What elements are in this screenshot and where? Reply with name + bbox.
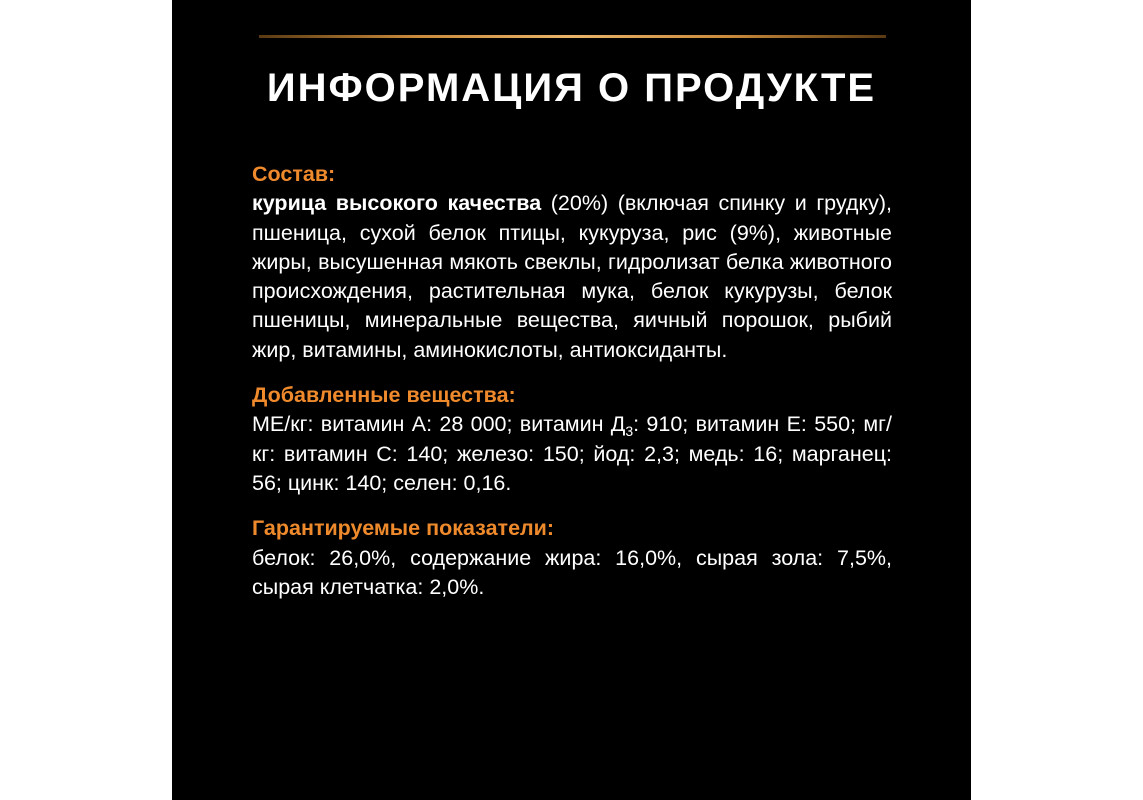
product-info-panel bbox=[172, 0, 971, 800]
additives-heading: Добавленные вещества: bbox=[252, 383, 516, 408]
additives-text bbox=[252, 410, 892, 498]
guaranteed-section bbox=[252, 514, 892, 602]
composition-body: (20%) (включая спинку и грудку), пшеница, сухой белок птицы, кукуруза, рис (9%), животные жиры, высушенная мякоть свеклы, гидролизат белка животного происхождения, растительная мука, белок кукурузы, белок пшеницы, минеральные вещества, яичный порошок, рыбий жир, витамины, аминокислоты, антиоксиданты. bbox=[252, 191, 892, 362]
additives-body-start: МЕ/кг: витамин А: 28 000; витамин Д bbox=[252, 412, 626, 437]
composition-section bbox=[252, 160, 892, 365]
additives-body-end: : 910; витамин Е: 550; мг/кг: витамин С: 140; железо: 150; йод: 2,3; медь: 16; марганец: 56; цинк: 140; селен: 0,16. bbox=[252, 412, 892, 495]
composition-heading: Состав: bbox=[252, 162, 336, 186]
composition-bold-lead: курица высокого качества bbox=[252, 191, 542, 216]
guaranteed-heading: Гарантируемые показатели: bbox=[252, 516, 555, 541]
guaranteed-text: белок: 26,0%, содержание жира: 16,0%, сырая зола: 7,5%, сырая клетчатка: 2,0%. bbox=[252, 545, 892, 599]
product-info-content bbox=[252, 160, 892, 618]
page-title: ИНФОРМАЦИЯ О ПРОДУКТЕ bbox=[266, 66, 877, 110]
additives-section bbox=[252, 381, 892, 498]
gold-divider bbox=[259, 35, 886, 38]
composition-text bbox=[252, 189, 892, 365]
vitamin-d-subscript: 3 bbox=[625, 423, 634, 440]
